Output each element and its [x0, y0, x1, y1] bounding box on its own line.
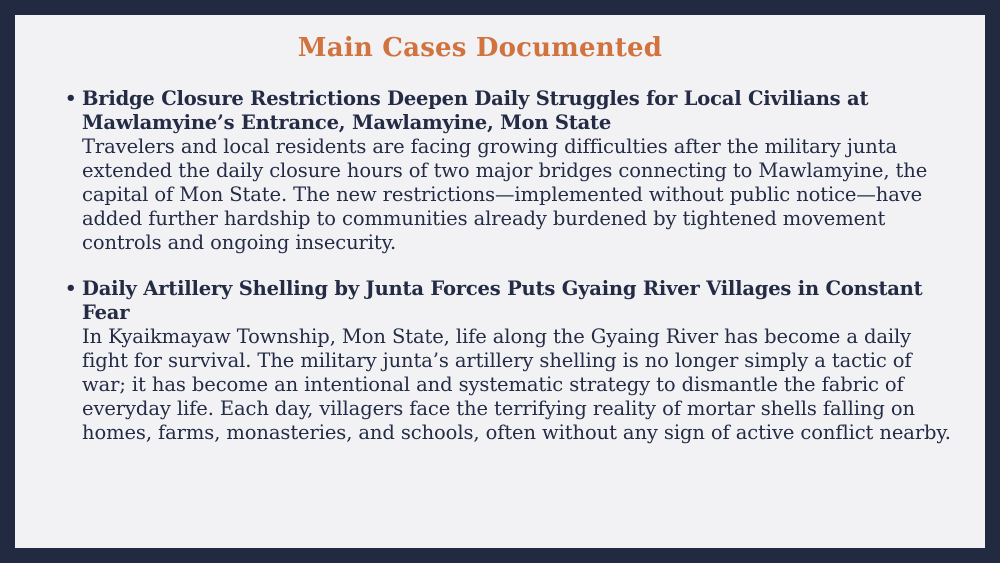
list-item [65, 87, 955, 255]
list-item [65, 277, 955, 445]
case-body: Travelers and local residents are facing growing difficulties after the military junta extended the daily closure hours of two major bridges connecting to Mawlamyine, the capital of Mon State. The new restrictions—implemented without public notice—have added further hardship to communities already burdened by tightened movement controls and ongoing insecurity. [82, 135, 928, 254]
bullet-icon: • [65, 88, 77, 109]
case-body: In Kyaikmayaw Township, Mon State, life along the Gyaing River has become a daily fight for survival. The military junta’s artillery shelling is no longer simply a tactic of war; it has become an intentional and systematic strategy to dismantle the fabric of everyday life. Each day, villagers face the terrifying reality of mortar shells falling on homes, farms, monasteries, and schools, often without any sign of active conflict nearby. [82, 325, 951, 444]
bullet-icon: • [65, 278, 77, 299]
case-heading: Daily Artillery Shelling by Junta Forces Puts Gyaing River Villages in Constant Fear [82, 277, 923, 324]
cases-list [65, 87, 955, 467]
slide-title: Main Cases Documented [297, 33, 663, 63]
case-heading: Bridge Closure Restrictions Deepen Daily Struggles for Local Civilians at Mawlamyine’s Entrance, Mawlamyine, Mon State [82, 87, 869, 134]
slide [15, 15, 985, 548]
